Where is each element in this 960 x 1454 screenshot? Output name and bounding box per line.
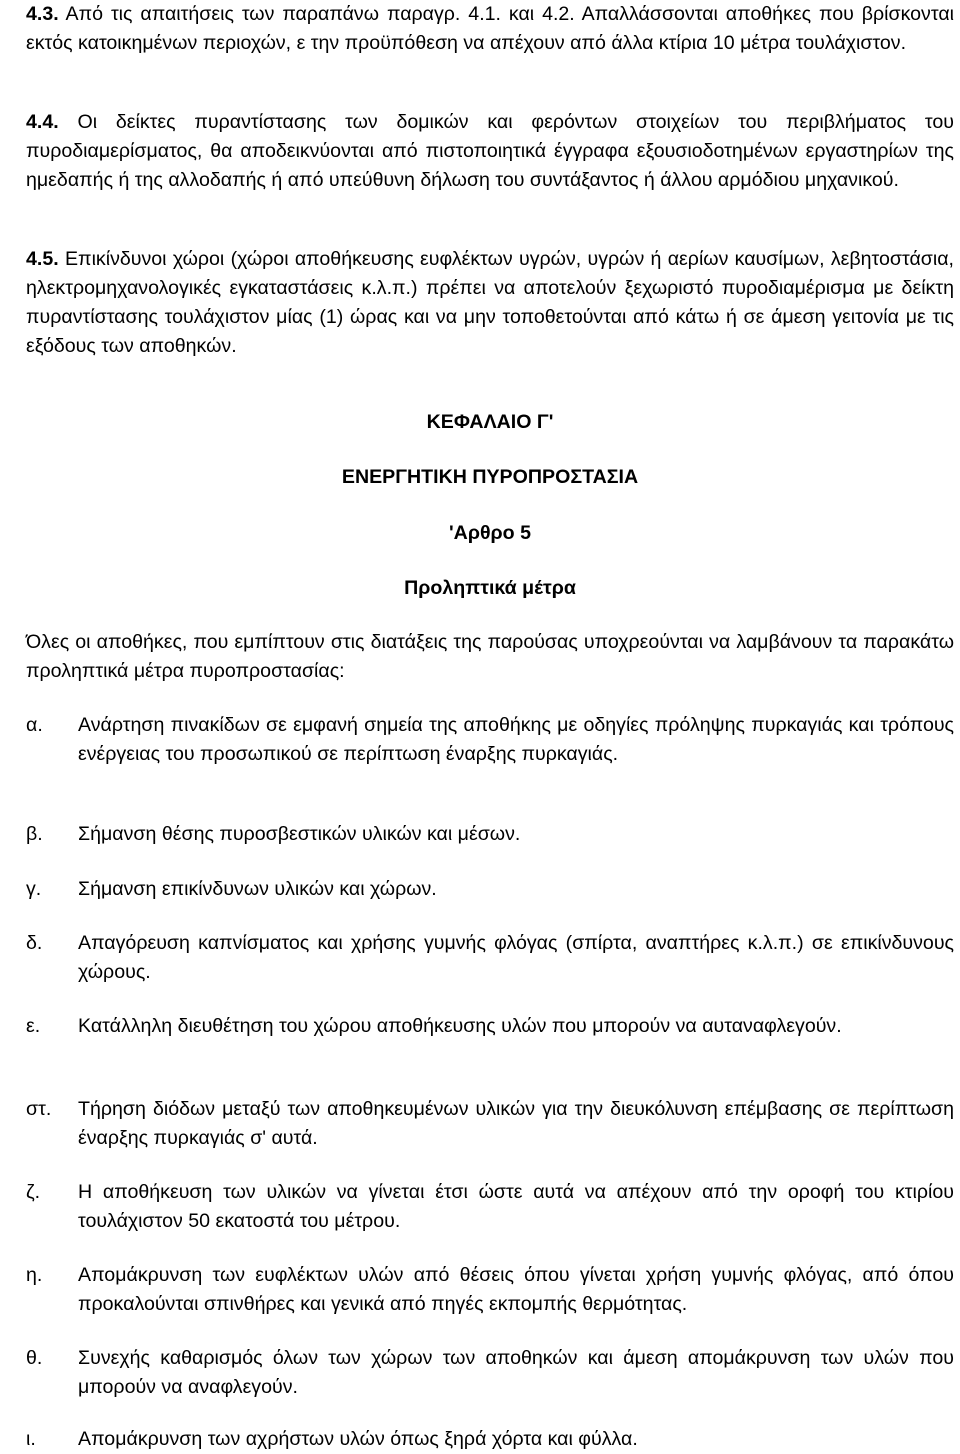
list-item — [26, 929, 954, 987]
list-item — [26, 1012, 954, 1041]
list-item-text: Κατάλληλη διευθέτηση του χώρου αποθήκευσης υλών που μπορούν να αυταναφλεγούν. — [78, 1015, 842, 1037]
list-item-label: ε. — [26, 1015, 41, 1037]
chapter-heading: ΚΕΦΑΛΑΙΟ Γ' — [426, 411, 554, 433]
list-item-label: η. — [26, 1264, 43, 1286]
paragraph-number: 4.5. — [26, 248, 59, 270]
list-item-text: Σήμανση επικίνδυνων υλικών και χώρων. — [78, 878, 437, 900]
list-item-text: Σήμανση θέσης πυροσβεστικών υλικών και μέσων. — [78, 823, 521, 845]
list-item-text: Απαγόρευση καπνίσματος και χρήσης γυμνής φλόγας (σπίρτα, αναπτήρες κ.λ.π.) σε επικίνδυνους χώρους. — [78, 932, 954, 983]
list-item-label: στ. — [26, 1098, 52, 1120]
list-item-label: α. — [26, 714, 43, 736]
list-item-label: β. — [26, 823, 43, 845]
list-item-label: θ. — [26, 1347, 43, 1369]
list-item — [26, 875, 954, 904]
paragraph-4-4 — [26, 108, 954, 195]
list-item — [26, 1178, 954, 1236]
chapter-title: ΕΝΕΡΓΗΤΙΚΗ ΠΥΡΟΠΡΟΣΤΑΣΙΑ — [341, 466, 639, 488]
list-item-text: Απομάκρυνση των ευφλέκτων υλών από θέσεις όπου γίνεται χρήση γυμνής φλόγας, από όπου προκαλούνται σπινθήρες και γενικά από πηγές εκπομπής θερμότητας. — [78, 1264, 954, 1315]
list-item-label: δ. — [26, 932, 43, 954]
list-item-text: Τήρηση διόδων μεταξύ των αποθηκευμένων υλικών για την διευκόλυνση επέμβασης σε περίπτωση έναρξης πυρκαγιάς σ' αυτά. — [78, 1098, 954, 1149]
list-item — [26, 1095, 954, 1153]
intro-paragraph: Όλες οι αποθήκες, που εμπίπτουν στις διατάξεις της παρούσας υποχρεούνται να λαμβάνουν τα παρακάτω προληπτικά μέτρα πυροπροστασίας: — [26, 631, 954, 682]
list-item-text: Η αποθήκευση των υλικών να γίνεται έτσι ώστε αυτά να απέχουν από την οροφή του κτιρίου τουλάχιστον 50 εκατοστά του μέτρου. — [78, 1181, 954, 1232]
article-heading: 'Αρθρο 5 — [449, 522, 531, 544]
paragraph-text: Από τις απαιτήσεις των παραπάνω παραγρ. 4.1. και 4.2. Απαλλάσσονται αποθήκες που βρίσκονται εκτός κατοικημένων περιοχών, ε την προϋπόθεση να απέχουν από άλλα κτίρια 10 μέτρα τουλάχιστον. — [26, 3, 954, 54]
list-item — [26, 711, 954, 769]
list-item — [26, 1425, 954, 1454]
article-title: Προληπτικά μέτρα — [404, 577, 576, 599]
paragraph-4-5 — [26, 245, 954, 361]
list-item-label: γ. — [26, 878, 42, 900]
list-item-label: ι. — [26, 1428, 36, 1450]
list-item — [26, 820, 954, 849]
paragraph-number: 4.4. — [26, 111, 59, 133]
list-item — [26, 1344, 954, 1402]
list-item-text: Ανάρτηση πινακίδων σε εμφανή σημεία της αποθήκης με οδηγίες πρόληψης πυρκαγιάς και τρόπους ενέργειας του προσωπικού σε περίπτωση έναρξης πυρκαγιάς. — [78, 714, 954, 765]
paragraph-text: Οι δείκτες πυραντίστασης των δομικών και φερόντων στοιχείων του περιβλήματος του πυροδιαμερίσματος, θα αποδεικνύονται από πιστοποιητικά έγγραφα εξουσιοδοτημένων εργαστηρίων της ημεδαπής ή της αλλοδαπής ή από υπεύθυνη δήλωση του συντάξαντος ή άλλου αρμόδιου μηχανικού. — [26, 111, 954, 191]
list-item — [26, 1261, 954, 1319]
list-item-text: Απομάκρυνση των αχρήστων υλών όπως ξηρά χόρτα και φύλλα. — [78, 1428, 638, 1450]
paragraph-4-3 — [26, 0, 954, 58]
list-item-text: Συνεχής καθαρισμός όλων των χώρων των αποθηκών και άμεση απομάκρυνση των υλών που μπορούν να αναφλεγούν. — [78, 1347, 954, 1398]
list-item-label: ζ. — [26, 1181, 41, 1203]
paragraph-text: Επικίνδυνοι χώροι (χώροι αποθήκευσης ευφλέκτων υγρών, υγρών ή αερίων καυσίμων, λεβητοστάσια, ηλεκτρομηχανολογικές εγκαταστάσεις κ.λ.π.) πρέπει να αποτελούν ξεχωριστό πυροδιαμέρισμα με δείκτη πυραντίστασης τουλάχιστον μίας (1) ώρας και να μην τοποθετούνται από κάτω ή σε άμεση γειτονία με τις εξόδους των αποθηκών. — [26, 248, 954, 357]
paragraph-number: 4.3. — [26, 3, 59, 25]
